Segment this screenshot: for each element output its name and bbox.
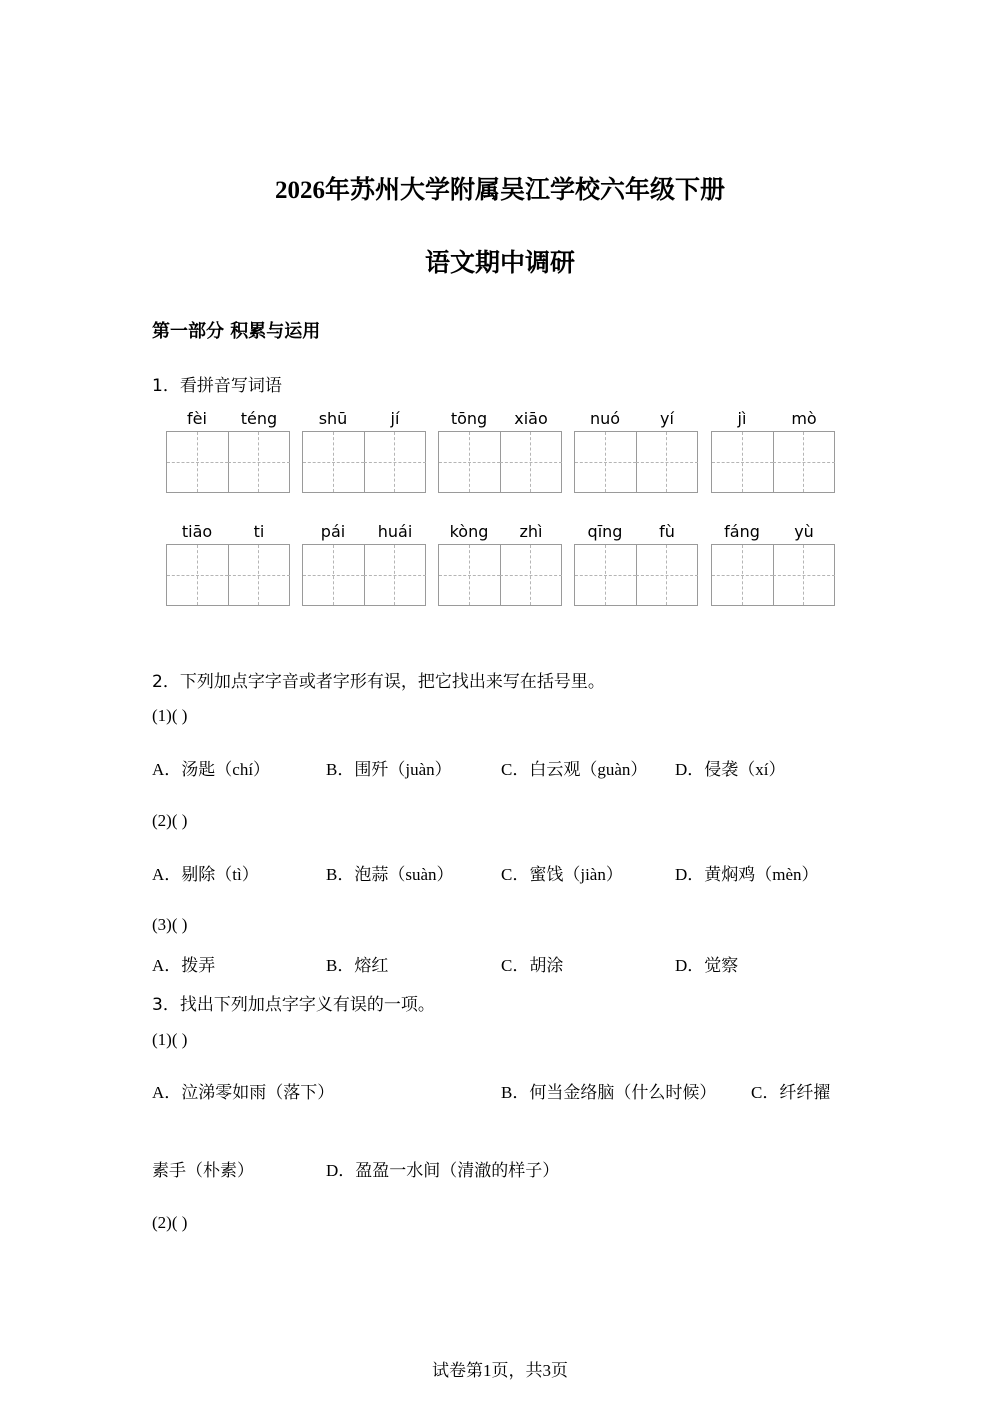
q3-part-2: (2)( ): [152, 1213, 188, 1232]
option-letter: D．: [675, 760, 705, 779]
writing-cell[interactable]: [364, 432, 426, 492]
option-d: [675, 860, 819, 885]
pinyin-label: fù: [659, 522, 675, 541]
option-letter: B．: [501, 1083, 530, 1102]
pinyin-label: tōng: [450, 409, 488, 428]
option-letter: A．: [152, 865, 182, 884]
pinyin-label: huái: [377, 522, 413, 541]
writing-cell[interactable]: [303, 545, 365, 605]
q3-part-1: (1)( ): [152, 1030, 188, 1049]
pinyin-label: zhì: [519, 522, 543, 541]
writing-box[interactable]: [711, 544, 835, 606]
pinyin-label: jì: [737, 409, 747, 428]
writing-cell[interactable]: [167, 432, 229, 492]
writing-box[interactable]: [302, 544, 426, 606]
option-text: 何当金络脑（什么时候）: [529, 1083, 717, 1103]
q2-part-1: (1)( ): [152, 706, 188, 725]
q3-option-d: [326, 1156, 559, 1181]
writing-cell[interactable]: [636, 545, 698, 605]
pinyin-label: tiāo: [181, 522, 213, 541]
option-pinyin: （suàn）: [388, 865, 454, 884]
pinyin-label: yù: [794, 522, 814, 541]
option-b: [326, 860, 454, 885]
option-pinyin: （xí）: [738, 760, 786, 779]
option-letter: D．: [675, 865, 705, 884]
option-d: [675, 951, 738, 976]
option-letter: B．: [326, 956, 355, 975]
option-text: 盈盈一水间（清澈的样子）: [355, 1161, 560, 1181]
option-word: 觉察: [704, 956, 739, 976]
option-letter: C．: [501, 956, 530, 975]
writing-box[interactable]: [711, 431, 835, 493]
q3-option-c-continued: [152, 1156, 254, 1181]
section-heading: 第一部分 积累与运用: [152, 321, 321, 342]
q2-part-2: (2)( ): [152, 811, 188, 830]
option-b: [326, 755, 452, 780]
option-pinyin: （tì）: [215, 865, 259, 884]
writing-box[interactable]: [438, 431, 562, 493]
option-letter: A．: [152, 956, 182, 975]
option-letter: C．: [751, 1083, 780, 1102]
option-pinyin: （jiàn）: [563, 865, 623, 884]
pinyin-label: qīng: [587, 522, 623, 541]
writing-box[interactable]: [574, 431, 698, 493]
option-pinyin: （chí）: [215, 760, 271, 779]
writing-box[interactable]: [438, 544, 562, 606]
option-word: 围歼: [354, 760, 389, 780]
question-3-label: 3．找出下列加点字字义有误的一项。: [152, 995, 435, 1015]
option-letter: B．: [326, 865, 355, 884]
q3-option-c: [751, 1078, 830, 1103]
option-letter: A．: [152, 1083, 182, 1102]
pinyin-label: shū: [318, 409, 348, 428]
writing-cell[interactable]: [500, 545, 562, 605]
writing-cell[interactable]: [167, 545, 229, 605]
writing-cell[interactable]: [712, 432, 774, 492]
writing-cell[interactable]: [439, 432, 501, 492]
option-c: [501, 951, 563, 976]
option-a: [152, 951, 215, 976]
q2-part-3: (3)( ): [152, 915, 188, 934]
option-letter: C．: [501, 865, 530, 884]
option-word: 熔红: [354, 956, 389, 976]
pinyin-label: téng: [240, 409, 278, 428]
option-letter: D．: [326, 1161, 356, 1180]
writing-cell[interactable]: [712, 545, 774, 605]
pinyin-label: fèi: [187, 409, 207, 428]
pinyin-label: yí: [660, 409, 674, 428]
writing-cell[interactable]: [575, 432, 637, 492]
page-footer: 试卷第1页，共3页: [432, 1361, 568, 1380]
question-2-label: 2．下列加点字字音或者字形有误，把它找出来写在括号里。: [152, 672, 605, 692]
option-c: [501, 860, 623, 885]
pinyin-label: nuó: [589, 409, 621, 428]
option-word: 胡涂: [529, 956, 564, 976]
option-pinyin: （mèn）: [755, 865, 819, 884]
option-letter: B．: [326, 760, 355, 779]
writing-cell[interactable]: [439, 545, 501, 605]
option-pinyin: （juàn）: [388, 760, 452, 779]
q3-option-b: [501, 1078, 716, 1103]
writing-cell[interactable]: [303, 432, 365, 492]
option-a: [152, 860, 259, 885]
option-a: [152, 755, 270, 780]
option-letter: D．: [675, 956, 705, 975]
writing-cell[interactable]: [364, 545, 426, 605]
title-line-1: 2026年苏州大学附属吴江学校六年级下册: [274, 177, 725, 204]
writing-box[interactable]: [166, 431, 290, 493]
option-word: 汤匙: [181, 760, 216, 780]
writing-cell[interactable]: [773, 432, 835, 492]
pinyin-label: mò: [791, 409, 817, 428]
pinyin-label: xiāo: [514, 409, 548, 428]
option-word: 侵袭: [704, 760, 739, 780]
title-line-2: 语文期中调研: [424, 250, 575, 277]
option-letter: C．: [501, 760, 530, 779]
pinyin-label: jí: [390, 409, 400, 428]
option-text: 泣涕零如雨（落下）: [181, 1083, 335, 1103]
option-word: 蜜饯: [529, 865, 564, 885]
option-word: 泡蒜: [354, 865, 389, 885]
option-word: 拨弄: [181, 956, 216, 976]
writing-cell[interactable]: [636, 432, 698, 492]
option-c: [501, 755, 647, 780]
option-letter: A．: [152, 760, 182, 779]
writing-cell[interactable]: [500, 432, 562, 492]
writing-cell[interactable]: [575, 545, 637, 605]
option-text: 素手（朴素）: [152, 1161, 254, 1181]
writing-cell[interactable]: [228, 545, 290, 605]
pinyin-label: kòng: [449, 522, 489, 541]
q3-option-a: [152, 1078, 334, 1103]
pinyin-label: pái: [320, 522, 346, 541]
writing-cell[interactable]: [773, 545, 835, 605]
writing-box[interactable]: [302, 431, 426, 493]
option-pinyin: （guàn）: [580, 760, 648, 779]
writing-box[interactable]: [574, 544, 698, 606]
writing-box[interactable]: [166, 544, 290, 606]
option-word: 剔除: [181, 865, 216, 885]
option-word: 黄焖鸡: [704, 865, 756, 885]
question-1-label: 1．看拼音写词语: [152, 376, 282, 396]
writing-cell[interactable]: [228, 432, 290, 492]
option-b: [326, 951, 388, 976]
option-text: 纤纤擢: [779, 1083, 831, 1103]
option-word: 白云观: [529, 760, 581, 780]
pinyin-label: fáng: [724, 522, 760, 541]
pinyin-label: ti: [253, 522, 265, 541]
option-d: [675, 755, 786, 780]
